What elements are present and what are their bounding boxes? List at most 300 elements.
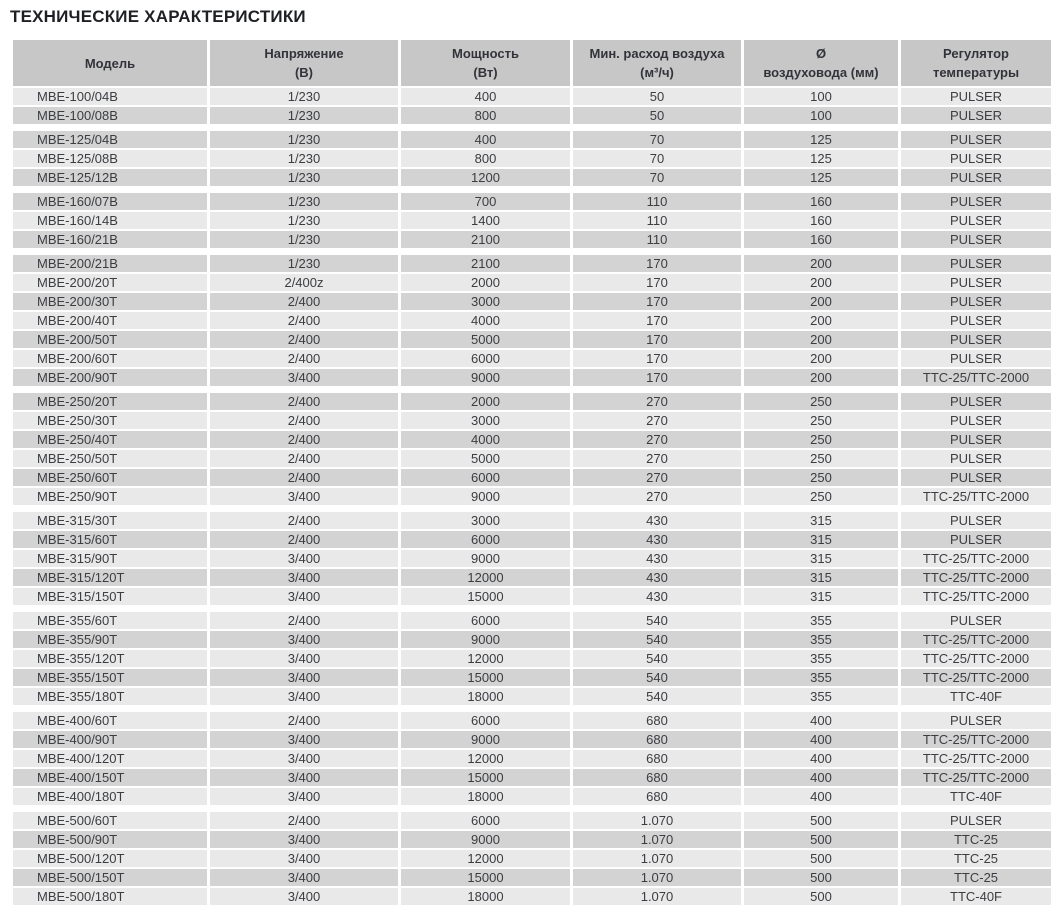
cell-model: MBE-160/14B — [12, 211, 209, 230]
table-row — [12, 411, 1053, 430]
cell-regulator: TTC-25/TTC-2000 — [900, 549, 1053, 568]
cell-airflow: 170 — [572, 349, 743, 368]
col-header-voltage-line1: Напряжение — [264, 46, 344, 61]
cell-regulator: TTC-25 — [900, 830, 1053, 849]
cell-model: MBE-500/150T — [12, 868, 209, 887]
col-header-regulator-line1: Регулятор — [943, 46, 1009, 61]
cell-voltage: 1/230 — [209, 168, 400, 187]
col-header-diameter-line2: воздуховода (мм) — [763, 65, 879, 80]
cell-diameter: 355 — [743, 668, 900, 687]
cell-model: MBE-160/21B — [12, 230, 209, 249]
cell-airflow: 680 — [572, 768, 743, 787]
cell-regulator: TTC-25/TTC-2000 — [900, 649, 1053, 668]
cell-airflow: 540 — [572, 611, 743, 630]
cell-model: MBE-400/90T — [12, 730, 209, 749]
cell-regulator: PULSER — [900, 430, 1053, 449]
cell-voltage: 2/400 — [209, 292, 400, 311]
cell-model: MBE-500/120T — [12, 849, 209, 868]
cell-airflow: 1.070 — [572, 811, 743, 830]
cell-voltage: 3/400 — [209, 887, 400, 906]
cell-regulator: PULSER — [900, 530, 1053, 549]
cell-regulator: PULSER — [900, 349, 1053, 368]
col-header-regulator — [900, 39, 1053, 87]
cell-power: 3000 — [400, 292, 572, 311]
cell-diameter: 100 — [743, 87, 900, 106]
cell-voltage: 2/400 — [209, 711, 400, 730]
table-row — [12, 687, 1053, 706]
cell-model: MBE-355/60T — [12, 611, 209, 630]
cell-power: 18000 — [400, 787, 572, 806]
cell-regulator: PULSER — [900, 811, 1053, 830]
table-row — [12, 292, 1053, 311]
cell-power: 2000 — [400, 392, 572, 411]
cell-diameter: 200 — [743, 273, 900, 292]
table-row — [12, 730, 1053, 749]
cell-diameter: 400 — [743, 787, 900, 806]
table-row — [12, 887, 1053, 906]
cell-diameter: 500 — [743, 868, 900, 887]
cell-voltage: 2/400z — [209, 273, 400, 292]
cell-airflow: 430 — [572, 568, 743, 587]
cell-model: MBE-200/40T — [12, 311, 209, 330]
cell-airflow: 170 — [572, 330, 743, 349]
cell-model: MBE-400/120T — [12, 749, 209, 768]
cell-diameter: 355 — [743, 611, 900, 630]
cell-voltage: 3/400 — [209, 768, 400, 787]
cell-diameter: 315 — [743, 568, 900, 587]
cell-diameter: 250 — [743, 411, 900, 430]
cell-regulator: PULSER — [900, 511, 1053, 530]
table-row — [12, 254, 1053, 273]
cell-power: 2100 — [400, 254, 572, 273]
cell-airflow: 680 — [572, 787, 743, 806]
cell-diameter: 315 — [743, 530, 900, 549]
cell-diameter: 200 — [743, 368, 900, 387]
cell-diameter: 250 — [743, 392, 900, 411]
cell-model: MBE-355/180T — [12, 687, 209, 706]
spec-table — [10, 38, 1054, 907]
cell-voltage: 3/400 — [209, 630, 400, 649]
table-row — [12, 787, 1053, 806]
cell-voltage: 2/400 — [209, 349, 400, 368]
table-row — [12, 868, 1053, 887]
col-header-voltage-line2: (В) — [294, 65, 314, 80]
cell-airflow: 170 — [572, 254, 743, 273]
cell-model: MBE-355/150T — [12, 668, 209, 687]
cell-power: 9000 — [400, 730, 572, 749]
col-header-regulator-line2: температуры — [932, 65, 1020, 80]
cell-power: 400 — [400, 87, 572, 106]
table-row — [12, 511, 1053, 530]
cell-voltage: 3/400 — [209, 830, 400, 849]
cell-regulator: TTC-25/TTC-2000 — [900, 587, 1053, 606]
cell-voltage: 2/400 — [209, 611, 400, 630]
cell-voltage: 1/230 — [209, 130, 400, 149]
cell-model: MBE-315/60T — [12, 530, 209, 549]
cell-power: 4000 — [400, 311, 572, 330]
cell-airflow: 270 — [572, 411, 743, 430]
cell-airflow: 270 — [572, 487, 743, 506]
cell-regulator: TTC-25 — [900, 849, 1053, 868]
cell-regulator: PULSER — [900, 87, 1053, 106]
cell-regulator: TTC-25/TTC-2000 — [900, 768, 1053, 787]
cell-regulator: PULSER — [900, 149, 1053, 168]
cell-airflow: 430 — [572, 587, 743, 606]
cell-airflow: 70 — [572, 168, 743, 187]
cell-airflow: 540 — [572, 649, 743, 668]
cell-voltage: 3/400 — [209, 730, 400, 749]
cell-model: MBE-400/60T — [12, 711, 209, 730]
cell-diameter: 400 — [743, 749, 900, 768]
cell-power: 18000 — [400, 687, 572, 706]
cell-regulator: PULSER — [900, 411, 1053, 430]
cell-regulator: PULSER — [900, 192, 1053, 211]
cell-regulator: PULSER — [900, 292, 1053, 311]
cell-regulator: TTC-25/TTC-2000 — [900, 630, 1053, 649]
table-row — [12, 611, 1053, 630]
cell-airflow: 170 — [572, 292, 743, 311]
col-header-power — [400, 39, 572, 87]
cell-model: MBE-315/30T — [12, 511, 209, 530]
col-header-model-line1: Модель — [84, 55, 136, 71]
table-row — [12, 330, 1053, 349]
cell-model: MBE-100/04B — [12, 87, 209, 106]
cell-power: 12000 — [400, 749, 572, 768]
cell-regulator: PULSER — [900, 230, 1053, 249]
cell-model: MBE-200/20T — [12, 273, 209, 292]
cell-model: MBE-200/60T — [12, 349, 209, 368]
cell-diameter: 315 — [743, 587, 900, 606]
cell-diameter: 200 — [743, 349, 900, 368]
cell-power: 15000 — [400, 668, 572, 687]
cell-diameter: 500 — [743, 849, 900, 868]
cell-airflow: 430 — [572, 549, 743, 568]
cell-voltage: 3/400 — [209, 668, 400, 687]
cell-regulator: TTC-25 — [900, 868, 1053, 887]
col-header-power-line2: (Вт) — [473, 65, 498, 80]
cell-regulator: TTC-25/TTC-2000 — [900, 668, 1053, 687]
cell-diameter: 160 — [743, 230, 900, 249]
cell-airflow: 110 — [572, 211, 743, 230]
cell-power: 1200 — [400, 168, 572, 187]
table-row — [12, 668, 1053, 687]
cell-voltage: 3/400 — [209, 687, 400, 706]
cell-model: MBE-400/150T — [12, 768, 209, 787]
header-row — [12, 39, 1053, 87]
cell-diameter: 200 — [743, 330, 900, 349]
cell-voltage: 2/400 — [209, 411, 400, 430]
cell-airflow: 110 — [572, 230, 743, 249]
page-title: ТЕХНИЧЕСКИЕ ХАРАКТЕРИСТИКИ — [10, 7, 306, 26]
cell-power: 12000 — [400, 849, 572, 868]
col-header-diameter — [743, 39, 900, 87]
cell-airflow: 50 — [572, 87, 743, 106]
table-row — [12, 273, 1053, 292]
table-header — [12, 39, 1053, 87]
cell-diameter: 160 — [743, 192, 900, 211]
cell-regulator: TTC-25/TTC-2000 — [900, 749, 1053, 768]
cell-airflow: 680 — [572, 711, 743, 730]
table-row — [12, 811, 1053, 830]
table-row — [12, 87, 1053, 106]
cell-diameter: 355 — [743, 630, 900, 649]
table-row — [12, 230, 1053, 249]
cell-airflow: 1.070 — [572, 887, 743, 906]
cell-airflow: 70 — [572, 130, 743, 149]
cell-model: MBE-200/90T — [12, 368, 209, 387]
cell-model: MBE-100/08B — [12, 106, 209, 125]
table-row — [12, 530, 1053, 549]
cell-voltage: 2/400 — [209, 392, 400, 411]
cell-diameter: 250 — [743, 487, 900, 506]
cell-model: MBE-315/120T — [12, 568, 209, 587]
cell-power: 400 — [400, 130, 572, 149]
table-row — [12, 849, 1053, 868]
cell-model: MBE-160/07B — [12, 192, 209, 211]
col-header-model — [12, 39, 209, 87]
table-row — [12, 106, 1053, 125]
table-row — [12, 130, 1053, 149]
cell-regulator: PULSER — [900, 392, 1053, 411]
cell-airflow: 680 — [572, 749, 743, 768]
table-row — [12, 449, 1053, 468]
cell-diameter: 200 — [743, 292, 900, 311]
cell-voltage: 2/400 — [209, 449, 400, 468]
cell-power: 9000 — [400, 549, 572, 568]
col-header-diameter-line1: Ø — [815, 46, 827, 61]
cell-diameter: 250 — [743, 449, 900, 468]
cell-power: 2100 — [400, 230, 572, 249]
cell-airflow: 1.070 — [572, 830, 743, 849]
cell-power: 800 — [400, 106, 572, 125]
cell-airflow: 270 — [572, 430, 743, 449]
cell-voltage: 2/400 — [209, 330, 400, 349]
cell-voltage: 3/400 — [209, 368, 400, 387]
cell-airflow: 170 — [572, 273, 743, 292]
cell-diameter: 355 — [743, 687, 900, 706]
cell-airflow: 50 — [572, 106, 743, 125]
table-row — [12, 192, 1053, 211]
cell-voltage: 2/400 — [209, 430, 400, 449]
cell-airflow: 170 — [572, 368, 743, 387]
table-row — [12, 368, 1053, 387]
cell-power: 4000 — [400, 430, 572, 449]
cell-power: 6000 — [400, 530, 572, 549]
table-row — [12, 149, 1053, 168]
cell-regulator: PULSER — [900, 254, 1053, 273]
cell-power: 6000 — [400, 468, 572, 487]
cell-power: 6000 — [400, 611, 572, 630]
cell-model: MBE-355/120T — [12, 649, 209, 668]
cell-regulator: PULSER — [900, 211, 1053, 230]
cell-regulator: PULSER — [900, 311, 1053, 330]
cell-model: MBE-125/12B — [12, 168, 209, 187]
cell-power: 700 — [400, 192, 572, 211]
col-header-power-line1: Мощность — [452, 46, 519, 61]
cell-airflow: 170 — [572, 311, 743, 330]
col-header-airflow-line1: Мин. расход воздуха — [589, 46, 725, 61]
table-body — [12, 87, 1053, 906]
cell-regulator: PULSER — [900, 330, 1053, 349]
cell-power: 15000 — [400, 868, 572, 887]
cell-power: 5000 — [400, 330, 572, 349]
cell-diameter: 125 — [743, 149, 900, 168]
cell-diameter: 125 — [743, 130, 900, 149]
cell-model: MBE-250/50T — [12, 449, 209, 468]
cell-power: 3000 — [400, 411, 572, 430]
cell-airflow: 540 — [572, 630, 743, 649]
table-row — [12, 749, 1053, 768]
cell-regulator: PULSER — [900, 130, 1053, 149]
table-row — [12, 768, 1053, 787]
cell-model: MBE-250/60T — [12, 468, 209, 487]
cell-power: 15000 — [400, 587, 572, 606]
cell-airflow: 270 — [572, 392, 743, 411]
cell-model: MBE-400/180T — [12, 787, 209, 806]
cell-voltage: 2/400 — [209, 811, 400, 830]
cell-voltage: 3/400 — [209, 649, 400, 668]
table-row — [12, 349, 1053, 368]
cell-regulator: TTC-25/TTC-2000 — [900, 730, 1053, 749]
cell-diameter: 160 — [743, 211, 900, 230]
cell-voltage: 1/230 — [209, 87, 400, 106]
cell-regulator: TTC-40F — [900, 687, 1053, 706]
cell-airflow: 540 — [572, 668, 743, 687]
cell-model: MBE-250/20T — [12, 392, 209, 411]
cell-power: 6000 — [400, 811, 572, 830]
cell-voltage: 1/230 — [209, 149, 400, 168]
cell-voltage: 1/230 — [209, 106, 400, 125]
cell-diameter: 400 — [743, 768, 900, 787]
cell-model: MBE-125/08B — [12, 149, 209, 168]
cell-power: 9000 — [400, 487, 572, 506]
cell-power: 12000 — [400, 649, 572, 668]
cell-airflow: 430 — [572, 511, 743, 530]
cell-model: MBE-500/90T — [12, 830, 209, 849]
cell-model: MBE-315/90T — [12, 549, 209, 568]
cell-regulator: TTC-40F — [900, 787, 1053, 806]
cell-airflow: 110 — [572, 192, 743, 211]
cell-model: MBE-125/04B — [12, 130, 209, 149]
cell-power: 9000 — [400, 830, 572, 849]
table-row — [12, 430, 1053, 449]
table-row — [12, 549, 1053, 568]
cell-regulator: TTC-25/TTC-2000 — [900, 568, 1053, 587]
cell-airflow: 430 — [572, 530, 743, 549]
cell-diameter: 500 — [743, 887, 900, 906]
cell-diameter: 400 — [743, 711, 900, 730]
cell-power: 800 — [400, 149, 572, 168]
cell-diameter: 315 — [743, 511, 900, 530]
cell-model: MBE-200/21B — [12, 254, 209, 273]
cell-airflow: 270 — [572, 449, 743, 468]
cell-voltage: 3/400 — [209, 749, 400, 768]
cell-diameter: 250 — [743, 430, 900, 449]
cell-voltage: 3/400 — [209, 849, 400, 868]
cell-model: MBE-250/90T — [12, 487, 209, 506]
cell-model: MBE-500/180T — [12, 887, 209, 906]
table-row — [12, 211, 1053, 230]
cell-airflow: 540 — [572, 687, 743, 706]
cell-power: 3000 — [400, 511, 572, 530]
cell-power: 6000 — [400, 711, 572, 730]
cell-airflow: 270 — [572, 468, 743, 487]
cell-power: 2000 — [400, 273, 572, 292]
table-row — [12, 568, 1053, 587]
col-header-airflow — [572, 39, 743, 87]
cell-airflow: 1.070 — [572, 868, 743, 887]
table-row — [12, 168, 1053, 187]
cell-voltage: 2/400 — [209, 530, 400, 549]
cell-power: 9000 — [400, 630, 572, 649]
cell-diameter: 250 — [743, 468, 900, 487]
table-row — [12, 630, 1053, 649]
cell-power: 12000 — [400, 568, 572, 587]
cell-voltage: 3/400 — [209, 787, 400, 806]
cell-diameter: 100 — [743, 106, 900, 125]
table-row — [12, 392, 1053, 411]
cell-voltage: 2/400 — [209, 468, 400, 487]
cell-voltage: 3/400 — [209, 568, 400, 587]
cell-model: MBE-315/150T — [12, 587, 209, 606]
cell-voltage: 1/230 — [209, 230, 400, 249]
cell-regulator: PULSER — [900, 468, 1053, 487]
cell-regulator: PULSER — [900, 106, 1053, 125]
table-row — [12, 711, 1053, 730]
table-row — [12, 587, 1053, 606]
cell-regulator: PULSER — [900, 273, 1053, 292]
cell-model: MBE-355/90T — [12, 630, 209, 649]
cell-airflow: 680 — [572, 730, 743, 749]
cell-voltage: 3/400 — [209, 868, 400, 887]
cell-model: MBE-250/40T — [12, 430, 209, 449]
cell-voltage: 2/400 — [209, 511, 400, 530]
cell-voltage: 3/400 — [209, 587, 400, 606]
table-row — [12, 311, 1053, 330]
cell-diameter: 500 — [743, 830, 900, 849]
cell-voltage: 1/230 — [209, 211, 400, 230]
cell-regulator: TTC-25/TTC-2000 — [900, 368, 1053, 387]
table-row — [12, 487, 1053, 506]
cell-model: MBE-250/30T — [12, 411, 209, 430]
cell-model: MBE-200/50T — [12, 330, 209, 349]
cell-model: MBE-200/30T — [12, 292, 209, 311]
cell-voltage: 3/400 — [209, 549, 400, 568]
cell-regulator: PULSER — [900, 611, 1053, 630]
table-row — [12, 468, 1053, 487]
cell-voltage: 2/400 — [209, 311, 400, 330]
cell-voltage: 1/230 — [209, 192, 400, 211]
cell-diameter: 400 — [743, 730, 900, 749]
cell-model: MBE-500/60T — [12, 811, 209, 830]
cell-voltage: 3/400 — [209, 487, 400, 506]
cell-diameter: 125 — [743, 168, 900, 187]
cell-regulator: PULSER — [900, 168, 1053, 187]
cell-diameter: 200 — [743, 254, 900, 273]
col-header-voltage — [209, 39, 400, 87]
table-row — [12, 830, 1053, 849]
cell-airflow: 70 — [572, 149, 743, 168]
cell-diameter: 500 — [743, 811, 900, 830]
cell-power: 18000 — [400, 887, 572, 906]
cell-power: 1400 — [400, 211, 572, 230]
cell-diameter: 200 — [743, 311, 900, 330]
cell-regulator: PULSER — [900, 449, 1053, 468]
cell-airflow: 1.070 — [572, 849, 743, 868]
table-row — [12, 649, 1053, 668]
col-header-airflow-line2: (м³/ч) — [640, 65, 674, 80]
cell-power: 15000 — [400, 768, 572, 787]
